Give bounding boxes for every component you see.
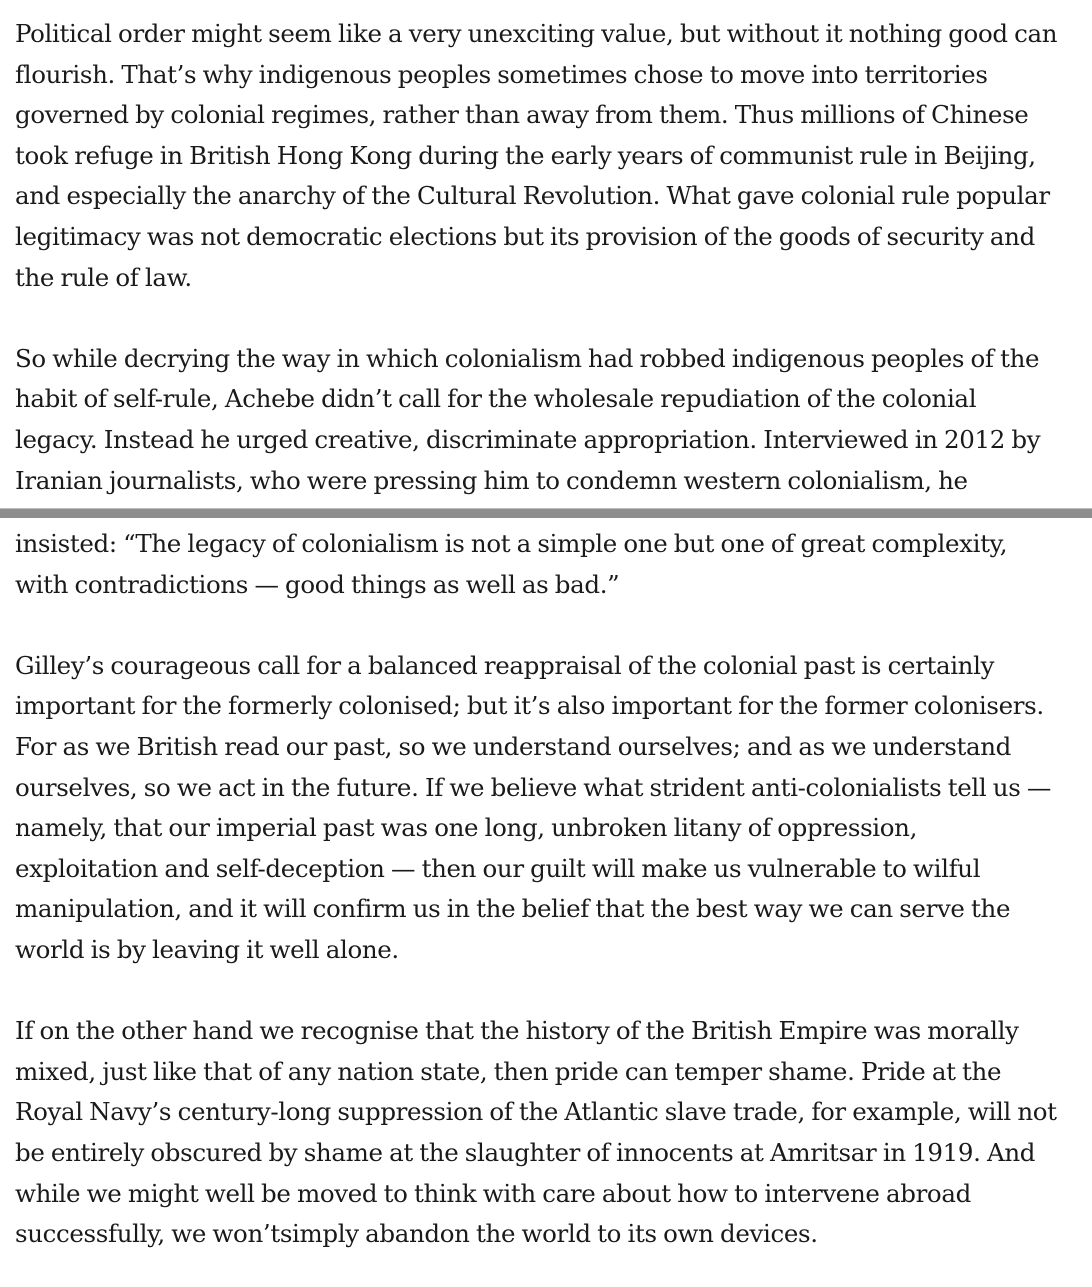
text-line: ourselves, so we act in the future. If we believe what strident anti-colonialists tell us — <box>15 772 1052 802</box>
paragraph-spacer <box>15 605 1085 646</box>
paragraph-spacer <box>15 971 1085 1012</box>
text-line: legitimacy was not democratic elections but its provision of the goods of security and <box>15 221 1035 251</box>
text-line: world is by leaving it well alone. <box>15 934 399 964</box>
text-line: If on the other hand we recognise that the history of the British Empire was morally <box>15 1016 1019 1046</box>
paragraph-spacer <box>15 298 1085 339</box>
text-line: with contradictions — good things as well as bad.” <box>15 569 620 599</box>
text-line: Iranian journalists, who were pressing him to condemn western colonialism, he <box>15 465 968 495</box>
screenshot-seam-divider <box>0 508 1092 518</box>
text-line: while we might well be moved to think with care about how to intervene abroad <box>15 1178 971 1208</box>
text-line: be entirely obscured by shame at the slaughter of innocents at Amritsar in 1919. And <box>15 1137 1036 1167</box>
text-line: legacy. Instead he urged creative, discriminate appropriation. Interviewed in 2012 by <box>15 424 1041 454</box>
text-line: Royal Navy’s century-long suppression of the Atlantic slave trade, for example, will not <box>15 1097 1057 1127</box>
text-line: insisted: “The legacy of colonialism is not a simple one but one of great complexity, <box>15 529 1008 558</box>
text-line: So while decrying the way in which colonialism had robbed indigenous peoples of the <box>15 343 1040 373</box>
article-body-lower <box>15 524 1085 1255</box>
text-line: flourish. That’s why indigenous peoples sometimes chose to move into territories <box>15 59 988 89</box>
text-line: and especially the anarchy of the Cultural Revolution. What gave colonial rule popular <box>15 181 1050 211</box>
text-line: Political order might seem like a very unexciting value, but without it nothing good can <box>15 19 1058 48</box>
paragraph-gilley <box>15 646 1085 971</box>
article-body-upper <box>15 14 1085 501</box>
text-line: For as we British read our past, so we understand ourselves; and as we understand <box>15 731 1011 761</box>
paragraph-achebe-quote <box>15 524 1085 605</box>
text-line: successfully, we won’tsimply abandon the world to its own devices. <box>15 1219 818 1249</box>
paragraph-achebe <box>15 339 1085 501</box>
text-line: exploitation and self-deception — then our guilt will make us vulnerable to wilful <box>15 853 981 883</box>
text-line: Gilley’s courageous call for a balanced reappraisal of the colonial past is certainly <box>15 650 995 680</box>
text-line: habit of self-rule, Achebe didn’t call for the wholesale repudiation of the colonial <box>15 384 977 414</box>
text-line: manipulation, and it will confirm us in the belief that the best way we can serve the <box>15 894 1011 924</box>
text-line: governed by colonial regimes, rather than away from them. Thus millions of Chinese <box>15 100 1029 130</box>
paragraph-political-order <box>15 14 1085 298</box>
text-line: the rule of law. <box>15 262 192 292</box>
text-line: mixed, just like that of any nation state, then pride can temper shame. Pride at the <box>15 1056 1002 1086</box>
paragraph-british-empire <box>15 1011 1085 1255</box>
text-line: took refuge in British Hong Kong during the early years of communist rule in Beijing, <box>15 140 1036 170</box>
text-line: important for the formerly colonised; but it’s also important for the former colonisers. <box>15 691 1044 721</box>
text-line: namely, that our imperial past was one long, unbroken litany of oppression, <box>15 813 918 843</box>
